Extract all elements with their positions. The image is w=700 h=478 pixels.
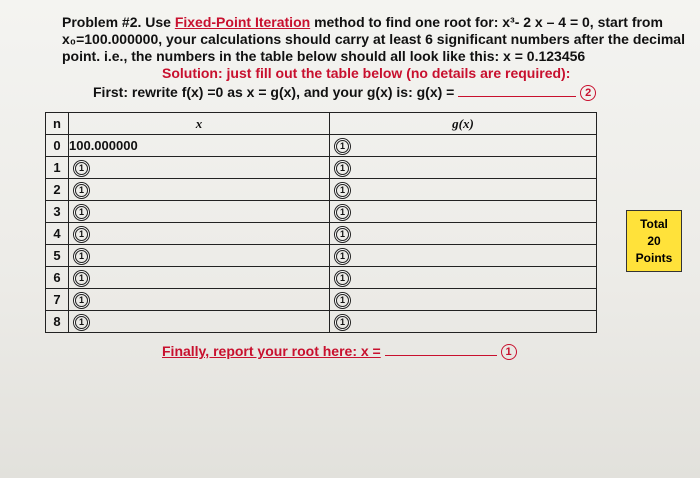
points-circle-icon: 1 [75,316,88,329]
x-cell[interactable] [69,245,330,267]
points-circle-icon: 1 [336,140,349,153]
x-cell[interactable] [69,267,330,289]
x-cell[interactable] [69,179,330,201]
table-row [46,135,597,157]
points-circle-icon: 2 [580,85,596,101]
points-circle-icon: 1 [336,272,349,285]
rewrite-text: First: rewrite f(x) =0 as x = g(x), and your g(x) is: g(x) = [93,84,455,100]
final-answer-line [162,343,517,360]
points-circle-icon: 1 [501,344,517,360]
total-points-box [626,210,682,272]
table-row [46,311,597,333]
table-row [46,201,597,223]
points-circle-icon: 1 [336,206,349,219]
points-circle-icon: 1 [336,184,349,197]
problem-label: Problem #2. Use [62,14,171,30]
row-n: 3 [46,201,69,223]
x-cell[interactable] [69,289,330,311]
points-circle-icon: 1 [336,250,349,263]
row-n: 1 [46,157,69,179]
iteration-table [45,112,597,333]
row-n: 6 [46,267,69,289]
gx-cell[interactable] [330,289,597,311]
problem-line-2: x₀=100.000000, your calculations should carry at least 6 significant numbers after the decimal [62,31,685,47]
equation: x³- 2 x – 4 = 0, start from [502,14,663,30]
points-circle-icon: 1 [75,162,88,175]
gx-cell[interactable] [330,135,597,157]
x-cell[interactable] [69,157,330,179]
row-n: 8 [46,311,69,333]
header-n: n [46,113,69,135]
problem-line-3: point. i.e., the numbers in the table below should all look like this: x = 0.123456 [62,48,586,64]
problem-mid-text: method to find one root for: [314,14,499,30]
points-circle-icon: 1 [336,162,349,175]
row-n: 7 [46,289,69,311]
points-circle-icon: 1 [336,294,349,307]
table-row [46,245,597,267]
total-value: 20 [647,234,661,248]
root-answer-blank[interactable] [385,354,497,356]
table-row [46,223,597,245]
gx-cell[interactable] [330,201,597,223]
gx-cell[interactable] [330,245,597,267]
table-row [46,179,597,201]
table-header-row [46,113,597,135]
table-row [46,289,597,311]
gx-cell[interactable] [330,267,597,289]
gx-answer-blank[interactable] [458,95,576,97]
header-x: x [69,113,330,135]
gx-cell[interactable] [330,157,597,179]
points-circle-icon: 1 [75,206,88,219]
row-n: 5 [46,245,69,267]
total-unit: Points [635,251,673,265]
final-answer-text: Finally, report your root here: x = [162,343,381,359]
points-circle-icon: 1 [75,184,88,197]
total-label: Total [640,217,668,231]
gx-cell[interactable] [330,223,597,245]
problem-line-1 [62,14,663,30]
row-n: 2 [46,179,69,201]
x-cell[interactable] [69,201,330,223]
x0-value: 100.000000 [69,135,330,157]
header-gx: g(x) [330,113,597,135]
points-circle-icon: 1 [75,272,88,285]
x-cell[interactable] [69,311,330,333]
rewrite-line [93,84,596,101]
row-n: 4 [46,223,69,245]
gx-cell[interactable] [330,311,597,333]
points-circle-icon: 1 [336,316,349,329]
points-circle-icon: 1 [75,294,88,307]
points-circle-icon: 1 [75,250,88,263]
gx-cell[interactable] [330,179,597,201]
x-cell[interactable] [69,223,330,245]
table-row [46,157,597,179]
points-circle-icon: 1 [75,228,88,241]
row-n: 0 [46,135,69,157]
table-row [46,267,597,289]
points-circle-icon: 1 [336,228,349,241]
solution-instruction: Solution: just fill out the table below (no details are required): [162,65,571,81]
method-name: Fixed-Point Iteration [174,14,311,30]
